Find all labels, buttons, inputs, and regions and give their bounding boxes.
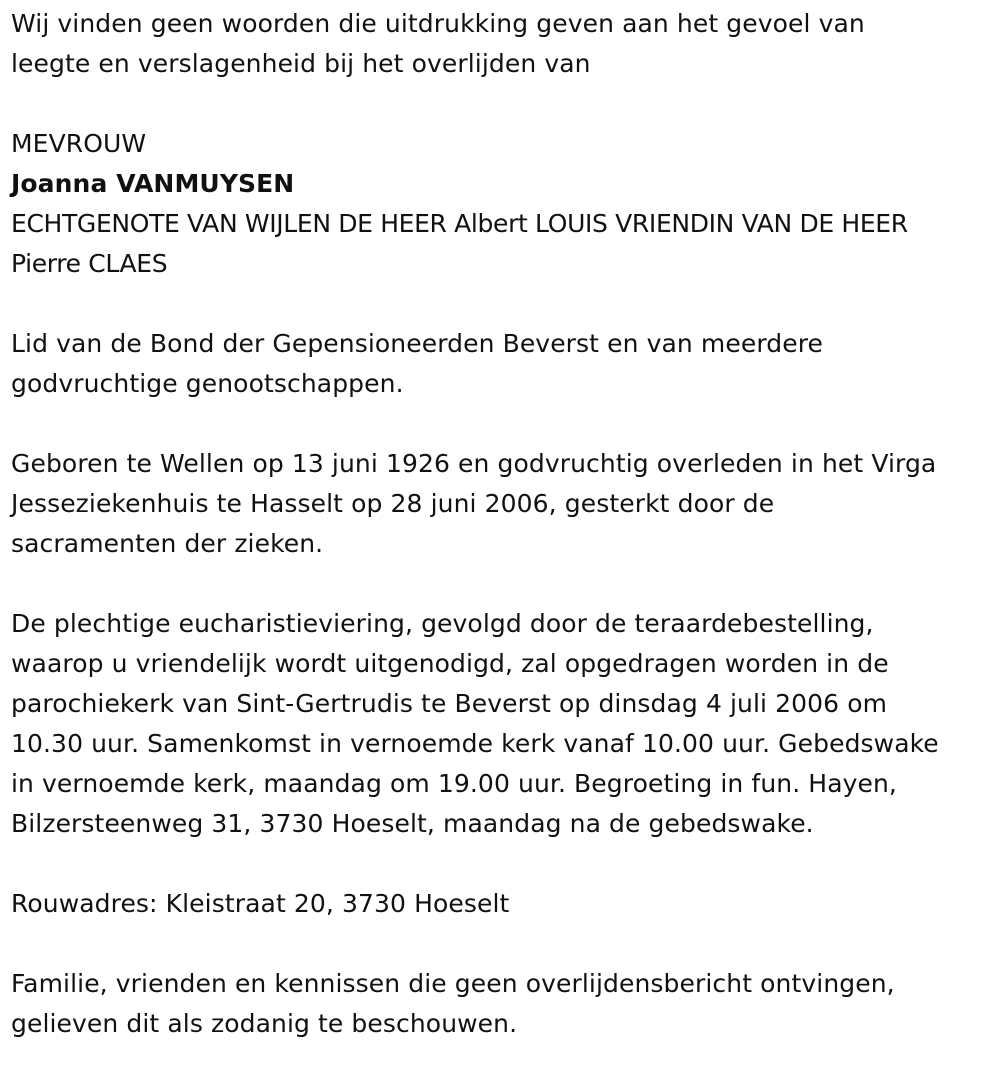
salutation: MEVROUW — [11, 129, 147, 158]
birth-death-paragraph: Geboren te Wellen op 13 juni 1926 en godvruchtig overleden in het Virga Jesseziekenhuis te Hasselt op 28 juni 2006, gesterkt door de sacramenten der zieken. — [11, 449, 937, 558]
ceremony-paragraph: De plechtige eucharistieviering, gevolgd door de teraardebestelling, waarop u vriendelijk wordt uitgenodigd, zal opgedragen worden in de parochiekerk van Sint-Gertrudis te Beverst op dinsdag 4 juli 2006 om 10.30 uur. Samenkomst in vernoemde kerk vanaf 10.00 uur. Gebedswake in vernoemde kerk, maandag om 19.00 uur. Begroeting in fun. Hayen, Bilzersteenweg 31, 3730 Hoeselt, maandag na de gebedswake. — [11, 609, 939, 838]
relations-paragraph: ECHTGENOTE VAN WIJLEN DE HEER Albert LOUIS VRIENDIN VAN DE HEER Pierre CLAES — [11, 209, 908, 278]
membership-paragraph: Lid van de Bond der Gepensioneerden Beverst en van meerdere godvruchtige genootschappen. — [11, 329, 824, 398]
intro-paragraph: Wij vinden geen woorden die uitdrukking geven aan het gevoel van leegte en verslagenheid bij het overlijden van — [11, 9, 865, 78]
mourning-address: Rouwadres: Kleistraat 20, 3730 Hoeselt — [11, 889, 510, 918]
deceased-name: Joanna VANMUYSEN — [11, 169, 295, 198]
closing-paragraph: Familie, vrienden en kennissen die geen overlijdensbericht ontvingen, gelieven dit als zodanig te beschouwen. — [11, 969, 895, 1038]
